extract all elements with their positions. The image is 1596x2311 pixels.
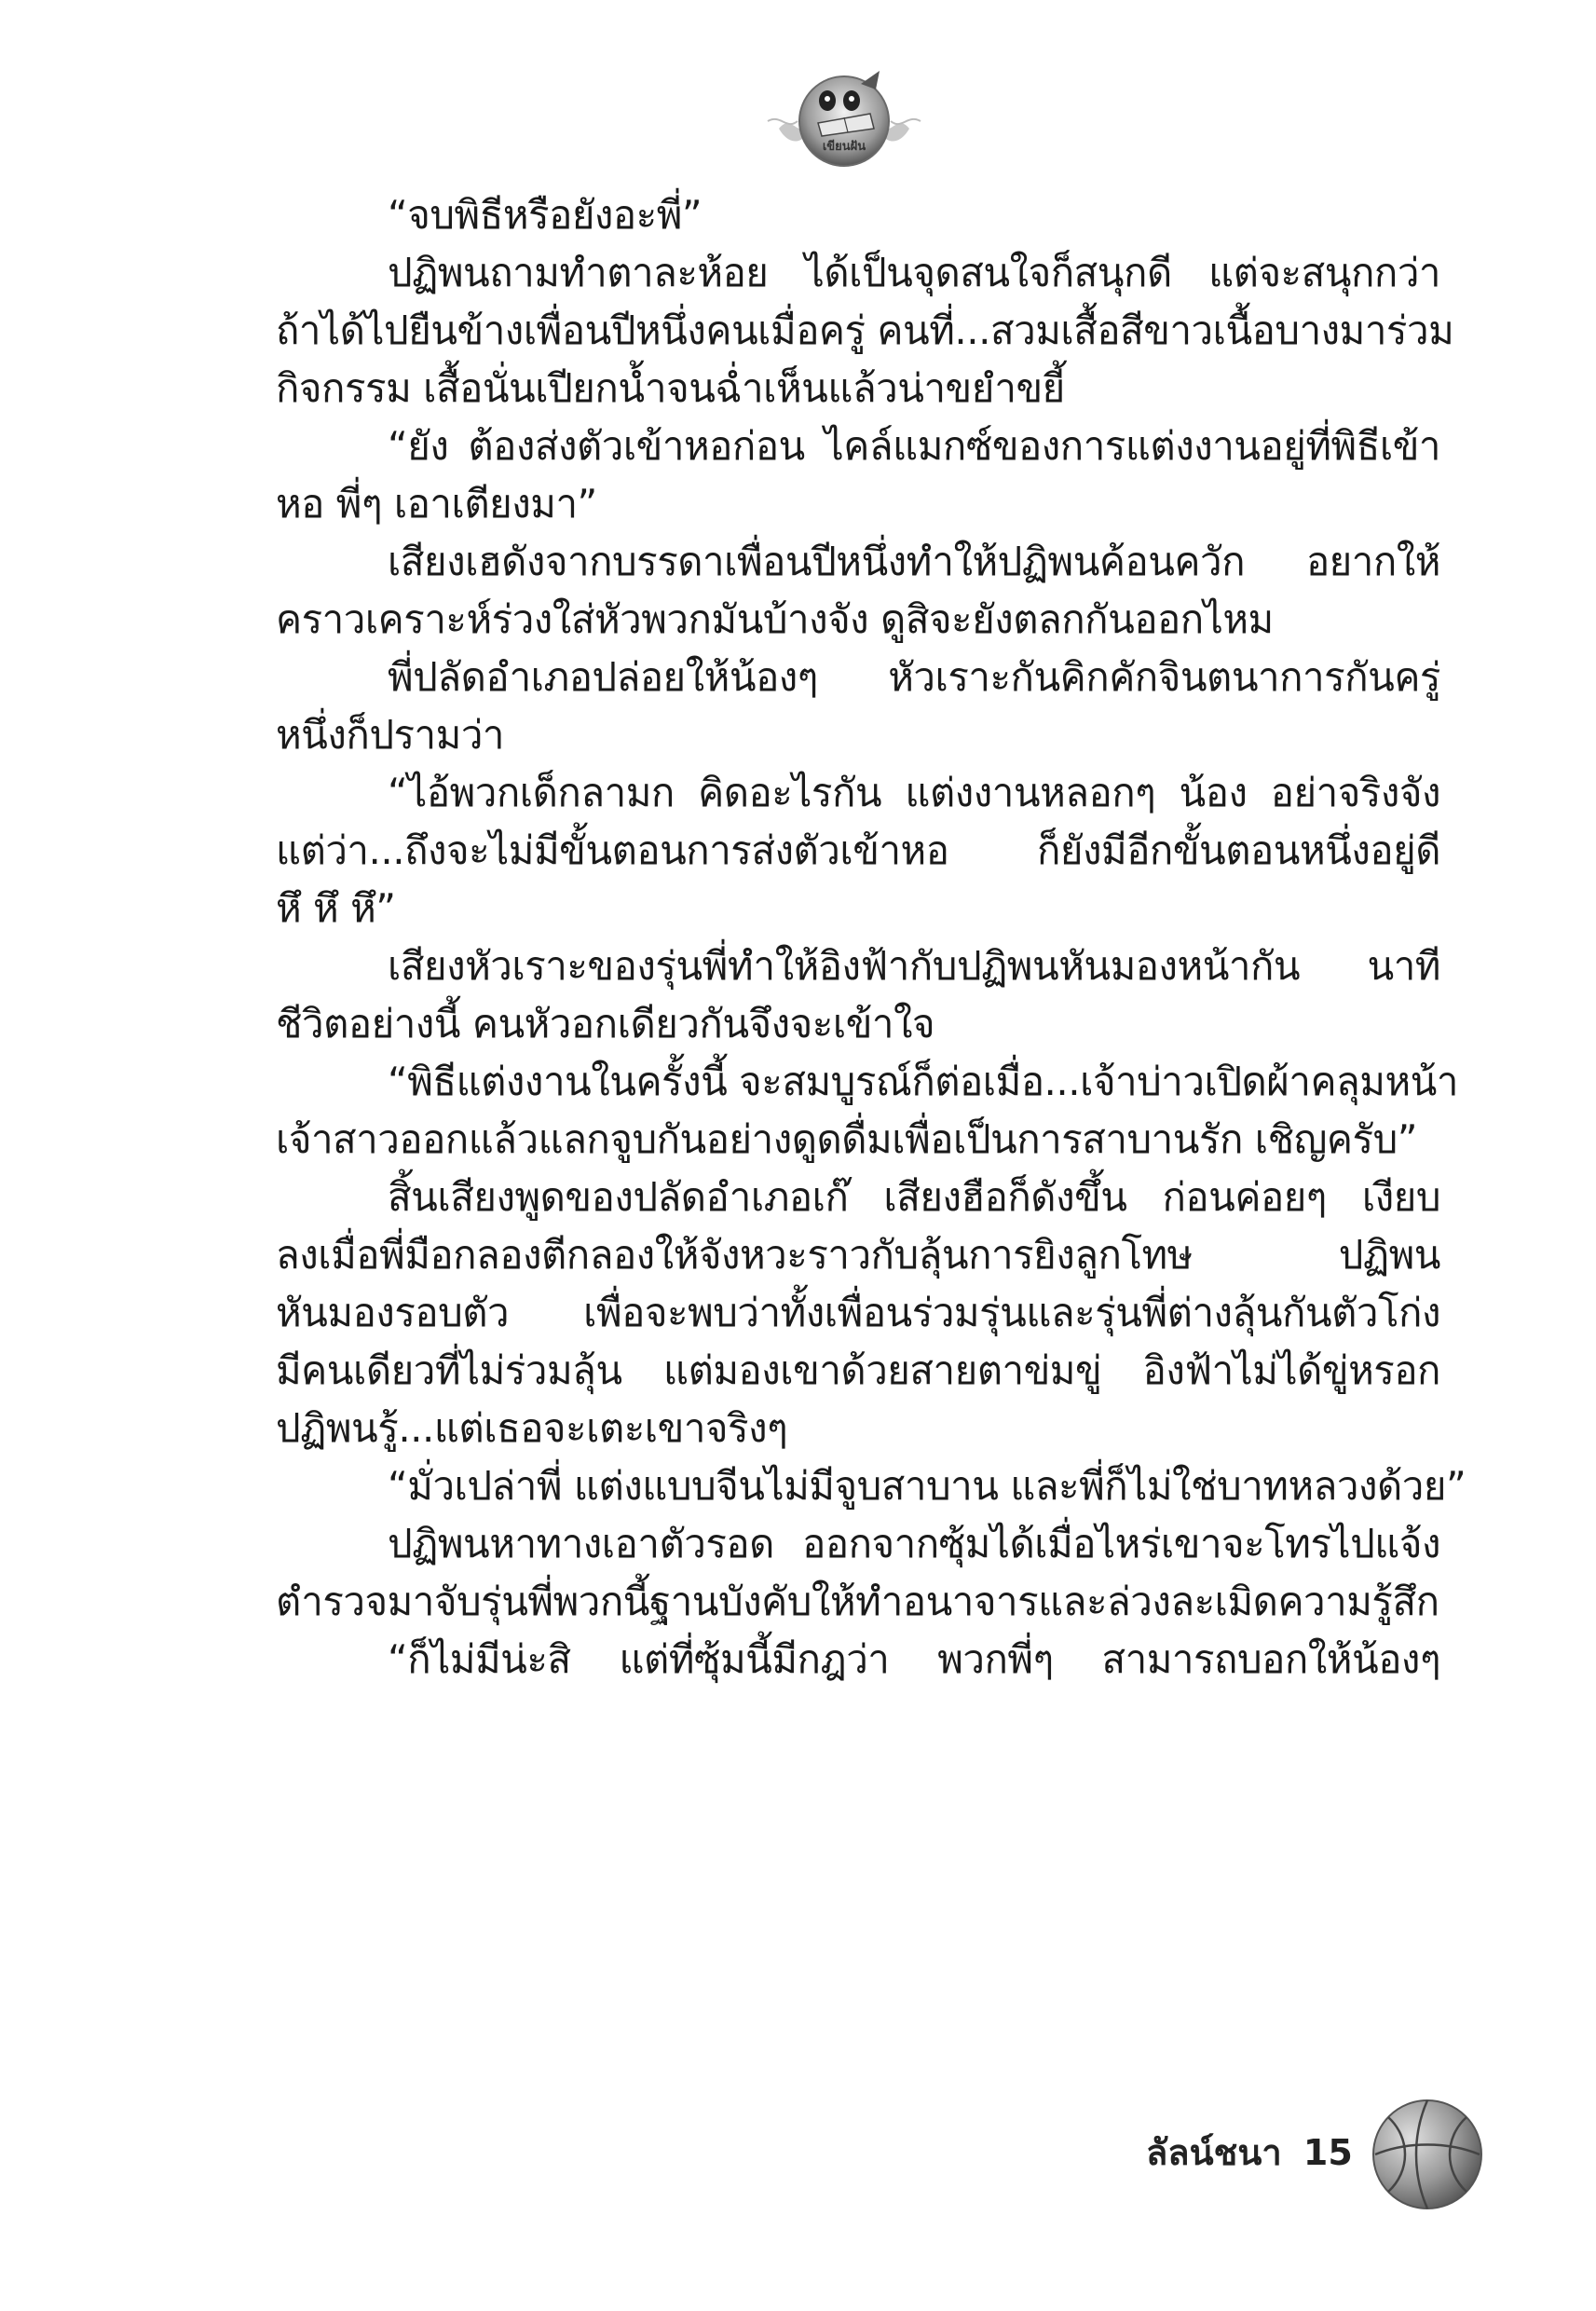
paragraph-line: “จบพิธีหรือยังอะพี่” [388,192,703,238]
paragraph-line: หนึ่งก็ปรามว่า [276,712,504,758]
paragraph-line: ปฏิพนหาทางเอาตัวรอด ออกจากซุ้มได้เมื่อไหร่เขาจะโทรไปแจ้ง [388,1521,1440,1566]
paragraph-line: เจ้าสาวออกแล้วแลกจูบกันอย่างดูดดื่มเพื่อเป็นการสาบานรัก เชิญครับ” [276,1116,1418,1162]
paragraph-line: มีคนเดียวที่ไม่ร่วมลุ้น แต่มองเขาด้วยสายตาข่มขู่ อิงฟ้าไม่ได้ขู่หรอก [276,1347,1440,1393]
paragraph-line: แต่ว่า...ถึงจะไม่มีขั้นตอนการส่งตัวเข้าหอ ก็ยังมีอีกขั้นตอนหนึ่งอยู่ดี [276,827,1440,873]
paragraph-line: “ไอ้พวกเด็กลามก คิดอะไรกัน แต่งงานหลอกๆ น้อง อย่าจริงจัง [388,770,1440,815]
paragraph-line: หึ หึ หึ” [276,885,396,931]
paragraph-line: ปฏิพนถามทำตาละห้อย ได้เป็นจุดสนใจก็สนุกดี แต่จะสนุกกว่า [388,250,1440,295]
story-text [276,186,1466,1689]
paragraph-line: ตำรวจมาจับรุ่นพี่พวกนี้ฐานบังคับให้ทำอนาจารและล่วงละเมิดความรู้สึก [276,1579,1439,1624]
paragraph-line: ลงเมื่อพี่มือกลองตีกลองให้จังหวะราวกับลุ้นการยิงลูกโทษ ปฏิพน [276,1232,1440,1278]
paragraph-line: คราวเคราะห์ร่วงใส่หัวพวกมันบ้างจัง ดูสิจะยังตลกกันออกไหม [276,596,1274,642]
paragraph-line: “มั่วเปล่าพี่ แต่งแบบจีนไม่มีจูบสาบาน และพี่ก็ไม่ใช่บาทหลวงด้วย” [388,1463,1466,1509]
paragraph-line: หันมองรอบตัว เพื่อจะพบว่าทั้งเพื่อนร่วมรุ่นและรุ่นพี่ต่างลุ้นกันตัวโก่ง [276,1290,1440,1335]
paragraph-line: กิจกรรม เสื้อนั่นเปียกน้ำจนฉ่ำเห็นแล้วน่าขยำขยี้ [276,365,1065,411]
paragraph-line: ปฏิพนรู้...แต่เธอจะเตะเขาจริงๆ [276,1405,788,1451]
paragraph-line: สิ้นเสียงพูดของปลัดอำเภอเก๊ เสียงฮือก็ดังขึ้น ก่อนค่อยๆ เงียบ [388,1174,1440,1220]
paragraph-line: “ก็ไม่มีน่ะสิ แต่ที่ซุ้มนี้มีกฎว่า พวกพี่ๆ สามารถบอกให้น้องๆ [388,1636,1440,1682]
book-title: ลัลน์ชนา [1146,2132,1282,2173]
ornamental-book-logo-icon [760,56,928,177]
page-footer [1146,2132,1353,2173]
paragraph-line: “พิธีแต่งงานในครั้งนี้ จะสมบูรณ์ก็ต่อเมื่อ...เจ้าบ่าวเปิดผ้าคลุมหน้า [388,1059,1458,1104]
basketball-icon [1370,2097,1485,2212]
paragraph-line: เสียงเฮดังจากบรรดาเพื่อนปีหนึ่งทำให้ปฏิพนค้อนควัก อยากให้ [388,539,1440,584]
paragraph-line: หอ พี่ๆ เอาเตียงมา” [276,481,597,526]
paragraph-line: ถ้าได้ไปยืนข้างเพื่อนปีหนึ่งคนเมื่อครู่ คนที่...สวมเสื้อสีขาวเนื้อบางมาร่วม [276,308,1454,353]
paragraph-line: ชีวิตอย่างนี้ คนหัวอกเดียวกันจึงจะเข้าใจ [276,1001,935,1046]
paragraph-line: พี่ปลัดอำเภอปล่อยให้น้องๆ หัวเราะกันคิกคักจินตนาการกันครู่ [388,654,1440,700]
logo-text: เขียนฝัน [822,140,866,154]
paragraph-line: “ยัง ต้องส่งตัวเข้าหอก่อน ไคล์แมกซ์ของการแต่งงานอยู่ที่พิธีเข้า [388,423,1440,469]
paragraph-line: เสียงหัวเราะของรุ่นพี่ทำให้อิงฟ้ากับปฏิพนหันมองหน้ากัน นาที [388,943,1440,989]
page-number: 15 [1303,2132,1353,2173]
